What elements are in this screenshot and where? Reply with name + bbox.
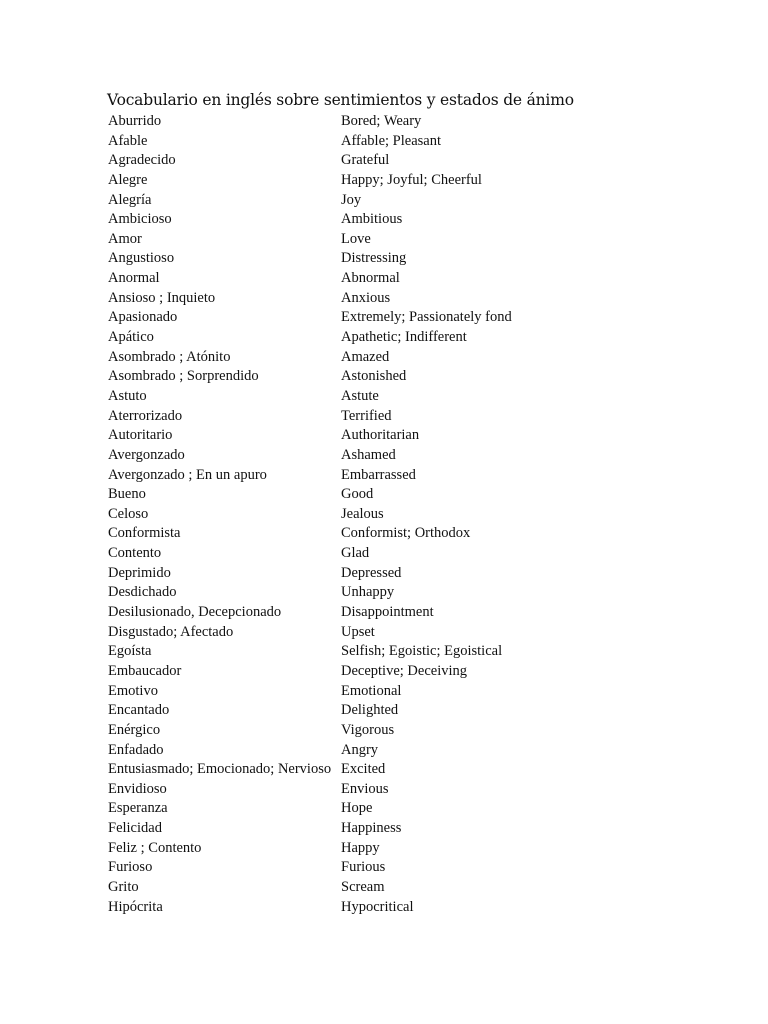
spanish-term: Asombrado ; Sorprendido <box>108 368 259 385</box>
vocab-row <box>108 662 668 682</box>
vocab-row <box>108 151 668 171</box>
english-translation: Good <box>341 486 374 503</box>
vocab-row <box>108 701 668 721</box>
spanish-term: Feliz ; Contento <box>108 839 202 856</box>
english-translation: Excited <box>341 761 386 778</box>
vocab-row <box>108 191 668 211</box>
english-translation: Hypocritical <box>341 898 414 915</box>
english-translation: Ambitious <box>341 211 403 228</box>
vocab-row <box>108 171 668 191</box>
spanish-term: Bueno <box>108 486 146 503</box>
english-translation: Love <box>341 230 371 247</box>
spanish-term: Emotivo <box>108 682 158 699</box>
spanish-term: Deprimido <box>108 564 171 581</box>
vocab-row <box>108 269 668 289</box>
spanish-term: Hipócrita <box>108 898 163 915</box>
spanish-term: Esperanza <box>108 800 168 817</box>
spanish-term: Aburrido <box>108 113 162 129</box>
english-translation: Extremely; Passionately fond <box>341 309 512 326</box>
english-translation: Abnormal <box>341 270 400 287</box>
vocab-row <box>108 249 668 269</box>
english-translation: Furious <box>341 859 386 876</box>
english-translation: Amazed <box>341 348 390 365</box>
english-translation: Unhappy <box>341 584 395 601</box>
spanish-term: Anormal <box>108 270 160 287</box>
vocab-row <box>108 132 668 152</box>
spanish-term: Contento <box>108 545 162 562</box>
english-translation: Glad <box>341 545 370 562</box>
spanish-term: Disgustado; Afectado <box>108 623 234 640</box>
vocab-row <box>108 505 668 525</box>
vocab-row <box>108 348 668 368</box>
english-translation: Apathetic; Indifferent <box>341 329 467 346</box>
english-translation: Grateful <box>341 152 390 169</box>
english-translation: Scream <box>341 878 385 895</box>
vocab-row <box>108 524 668 544</box>
english-translation: Hope <box>341 800 373 817</box>
vocab-row <box>108 407 668 427</box>
english-translation: Emotional <box>341 682 402 699</box>
english-translation: Terrified <box>341 407 392 424</box>
vocab-row <box>108 642 668 662</box>
spanish-term: Desdichado <box>108 584 177 601</box>
spanish-term: Envidioso <box>108 780 167 797</box>
english-translation: Selfish; Egoistic; Egoistical <box>341 643 503 660</box>
vocab-row <box>108 485 668 505</box>
english-translation: Ashamed <box>341 446 396 463</box>
spanish-term: Avergonzado <box>108 446 185 463</box>
spanish-term: Conformista <box>108 525 181 542</box>
english-translation: Happy; Joyful; Cheerful <box>341 171 482 188</box>
spanish-term: Ambicioso <box>108 211 172 228</box>
vocab-row <box>108 819 668 839</box>
spanish-term: Grito <box>108 878 139 895</box>
english-translation: Astonished <box>341 368 407 385</box>
spanish-term: Furioso <box>108 859 153 876</box>
vocab-row <box>108 564 668 584</box>
vocab-row <box>108 799 668 819</box>
vocab-row <box>108 583 668 603</box>
spanish-term: Felicidad <box>108 820 162 837</box>
vocab-row <box>108 780 668 800</box>
vocab-row <box>108 112 668 132</box>
spanish-term: Alegría <box>108 191 152 208</box>
vocab-row <box>108 858 668 878</box>
vocabulary-list <box>108 112 668 917</box>
spanish-term: Astuto <box>108 387 147 404</box>
vocab-row <box>108 682 668 702</box>
english-translation: Embarrassed <box>341 466 416 483</box>
vocab-row <box>108 741 668 761</box>
vocab-row <box>108 760 668 780</box>
spanish-term: Celoso <box>108 505 149 522</box>
english-translation: Depressed <box>341 564 402 581</box>
english-translation: Happiness <box>341 820 402 837</box>
spanish-term: Desilusionado, Decepcionado <box>108 604 282 621</box>
spanish-term: Entusiasmado; Emocionado; Nervioso <box>108 761 332 778</box>
vocab-row <box>108 387 668 407</box>
spanish-term: Autoritario <box>108 427 173 444</box>
vocab-row <box>108 898 668 918</box>
english-translation: Envious <box>341 780 389 797</box>
spanish-term: Alegre <box>108 171 148 188</box>
english-translation: Happy <box>341 839 380 856</box>
english-translation: Authoritarian <box>341 427 420 444</box>
spanish-term: Apático <box>108 329 154 346</box>
vocab-row <box>108 289 668 309</box>
vocab-row <box>108 230 668 250</box>
spanish-term: Aterrorizado <box>108 407 183 424</box>
vocab-row <box>108 367 668 387</box>
document-title: Vocabulario en inglés sobre sentimientos y estados de ánimo <box>107 91 574 109</box>
english-translation: Deceptive; Deceiving <box>341 662 468 679</box>
spanish-term: Amor <box>108 230 142 247</box>
english-translation: Disappointment <box>341 604 434 621</box>
vocab-row <box>108 721 668 741</box>
spanish-term: Encantado <box>108 702 170 719</box>
vocab-row <box>108 466 668 486</box>
vocab-row <box>108 426 668 446</box>
english-translation: Affable; Pleasant <box>341 132 441 149</box>
spanish-term: Agradecido <box>108 152 176 169</box>
vocab-row <box>108 210 668 230</box>
english-translation: Jealous <box>341 505 384 522</box>
english-translation: Bored; Weary <box>341 113 422 129</box>
spanish-term: Angustioso <box>108 250 175 267</box>
spanish-term: Embaucador <box>108 662 182 679</box>
vocab-row <box>108 623 668 643</box>
english-translation: Conformist; Orthodox <box>341 525 471 542</box>
spanish-term: Enfadado <box>108 741 164 758</box>
vocab-row <box>108 544 668 564</box>
spanish-term: Ansioso ; Inquieto <box>108 289 216 306</box>
spanish-term: Avergonzado ; En un apuro <box>108 466 267 483</box>
english-translation: Vigorous <box>341 721 395 738</box>
vocab-row <box>108 839 668 859</box>
vocab-row <box>108 603 668 623</box>
spanish-term: Enérgico <box>108 721 161 738</box>
english-translation: Angry <box>341 741 379 758</box>
vocab-row <box>108 878 668 898</box>
english-translation: Distressing <box>341 250 407 267</box>
english-translation: Upset <box>341 623 375 640</box>
spanish-term: Apasionado <box>108 309 178 326</box>
english-translation: Joy <box>341 191 362 208</box>
english-translation: Anxious <box>341 289 391 306</box>
vocab-row <box>108 446 668 466</box>
english-translation: Delighted <box>341 702 399 719</box>
spanish-term: Afable <box>108 132 148 149</box>
spanish-term: Egoísta <box>108 643 152 660</box>
vocab-row <box>108 308 668 328</box>
spanish-term: Asombrado ; Atónito <box>108 348 231 365</box>
vocab-row <box>108 328 668 348</box>
english-translation: Astute <box>341 387 379 404</box>
